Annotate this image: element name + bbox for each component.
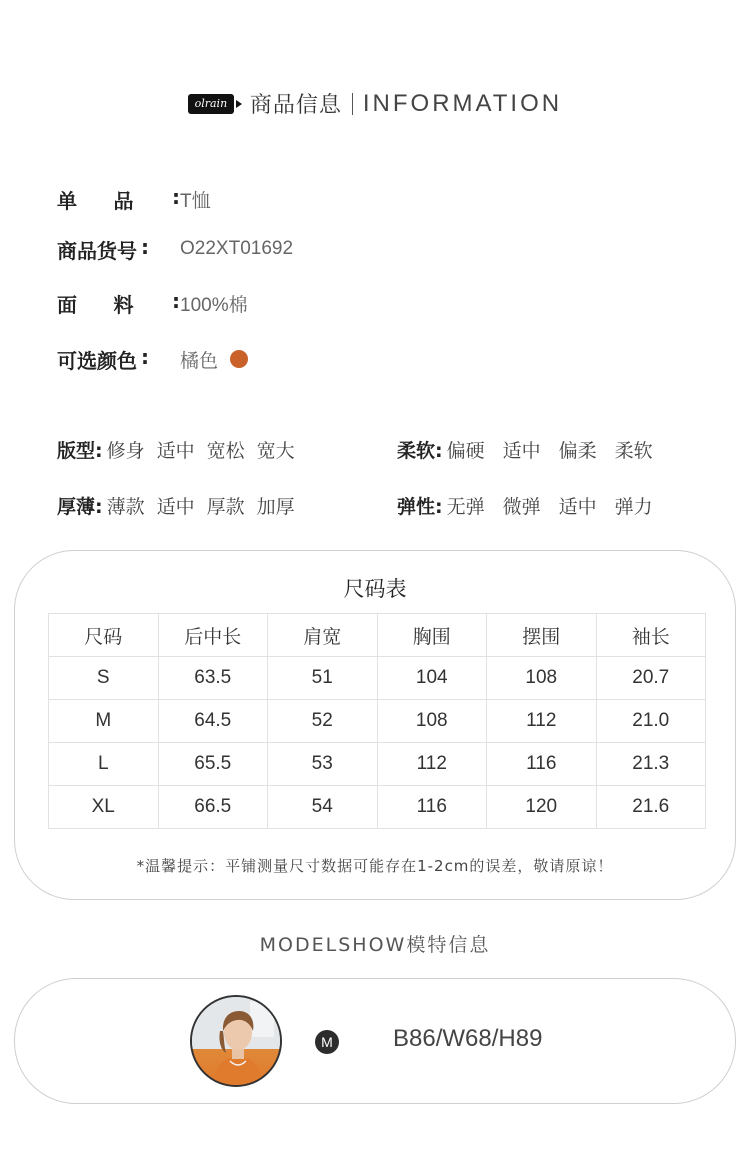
header-title-cn: 商品信息 (249, 93, 342, 118)
table-header-cell: 胸围 (377, 614, 487, 657)
attr-option-selected: 适中 (157, 492, 207, 519)
table-cell: 20.7 (596, 657, 706, 700)
table-cell: 52 (268, 700, 378, 743)
attr-label-thickness: 厚薄: (57, 495, 103, 518)
info-row-sku (57, 234, 293, 264)
table-cell: 120 (487, 786, 597, 829)
play-arrow-icon (236, 100, 242, 108)
table-cell: S (49, 657, 159, 700)
attr-option: 薄款 (106, 495, 145, 518)
table-header-cell: 摆围 (487, 614, 597, 657)
attr-option-selected: 适中 (503, 436, 559, 463)
model-avatar (190, 995, 282, 1087)
table-cell: 66.5 (158, 786, 268, 829)
table-header-cell: 后中长 (158, 614, 268, 657)
table-cell: L (49, 743, 159, 786)
table-cell: 112 (377, 743, 487, 786)
table-cell: 116 (487, 743, 597, 786)
table-cell: 63.5 (158, 657, 268, 700)
model-measurements: B86/W68/H89 (393, 1025, 543, 1052)
info-label: 可 选 颜 色 : (57, 344, 149, 373)
model-info-card (14, 978, 736, 1104)
attr-option: 偏柔 (558, 439, 597, 462)
table-cell: 21.3 (596, 743, 706, 786)
attr-label-softness: 柔软: (397, 439, 443, 462)
section-header (0, 88, 750, 119)
table-cell: M (49, 700, 159, 743)
info-row-item (57, 184, 211, 214)
table-cell: 21.0 (596, 700, 706, 743)
attr-option: 修身 (106, 439, 145, 462)
table-row (49, 786, 706, 829)
info-label: 商 品 货 号 : (57, 234, 149, 263)
attr-option: 加厚 (256, 495, 295, 518)
size-chart-note: *温馨提示：平铺测量尺寸数据可能存在1-2cm的误差，敬请原谅！ (136, 857, 614, 875)
table-cell: 108 (377, 700, 487, 743)
attr-option: 弹力 (614, 495, 653, 518)
attr-option: 宽松 (206, 439, 245, 462)
table-cell: 112 (487, 700, 597, 743)
size-table (48, 613, 706, 829)
table-row (49, 743, 706, 786)
info-value-fabric: 100%棉 (180, 294, 248, 316)
model-size-badge: M (315, 1030, 339, 1054)
header-title-en: INFORMATION (362, 89, 563, 117)
info-label: 单 品 : (57, 184, 180, 213)
table-header-row (49, 614, 706, 657)
table-cell: 54 (268, 786, 378, 829)
attr-option-selected: 适中 (157, 436, 207, 463)
attr-row-softness (397, 433, 671, 465)
table-row (49, 657, 706, 700)
table-cell: 108 (487, 657, 597, 700)
size-chart-card (14, 550, 736, 900)
table-cell: 53 (268, 743, 378, 786)
model-section-heading: MODELSHOW模特信息 (259, 934, 491, 956)
attr-row-thickness (57, 489, 307, 521)
attr-row-elasticity (397, 489, 671, 521)
info-value-item: T恤 (180, 190, 211, 212)
size-chart-title: 尺码表 (343, 577, 407, 601)
info-value-color: 橘色 (180, 350, 219, 372)
attr-option: 柔软 (614, 439, 653, 462)
attr-label-elasticity: 弹性: (397, 495, 443, 518)
info-row-color (57, 344, 248, 374)
attr-row-fit (57, 433, 307, 465)
attr-option: 无弹 (446, 495, 485, 518)
table-cell: 51 (268, 657, 378, 700)
table-row (49, 700, 706, 743)
table-header-cell: 袖长 (596, 614, 706, 657)
info-value-sku: O22XT01692 (180, 238, 294, 259)
header-divider (352, 93, 353, 115)
info-row-fabric (57, 288, 248, 318)
attr-option-selected: 微弹 (503, 492, 559, 519)
table-cell: 21.6 (596, 786, 706, 829)
table-cell: 104 (377, 657, 487, 700)
table-cell: XL (49, 786, 159, 829)
attr-option: 宽大 (256, 439, 295, 462)
attr-option: 厚款 (206, 495, 245, 518)
info-label: 面 料 : (57, 288, 180, 317)
attr-label-fit: 版型: (57, 439, 103, 462)
brand-logo: olrain (188, 94, 234, 114)
table-header-cell: 尺码 (49, 614, 159, 657)
model-photo-icon (192, 997, 282, 1087)
color-swatch[interactable] (230, 350, 248, 368)
table-cell: 65.5 (158, 743, 268, 786)
table-cell: 116 (377, 786, 487, 829)
table-header-cell: 肩宽 (268, 614, 378, 657)
attr-option: 适中 (558, 495, 597, 518)
table-cell: 64.5 (158, 700, 268, 743)
attr-option: 偏硬 (446, 439, 485, 462)
